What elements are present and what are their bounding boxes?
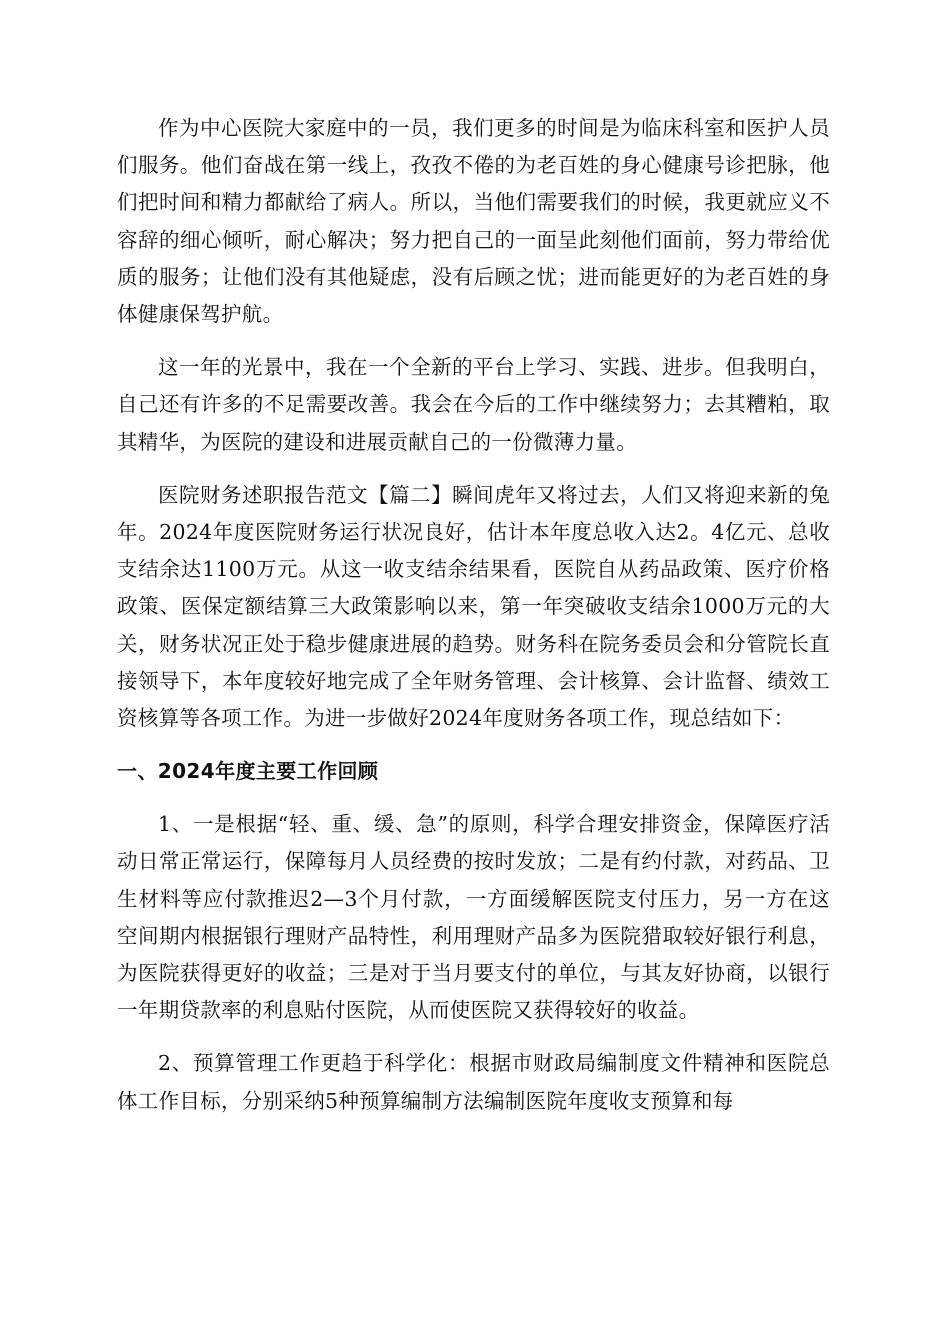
paragraph-item-1: 1、一是根据“轻、重、缓、急”的原则，科学合理安排资金，保障医疗活动日常正常运行，保障每月人员经费的按时发放；二是有约付款，对药品、卫生材料等应付款推迟2—3个月付款，一方面缓解医院支付压力，另一方在这空间期内根据银行理财产品特性，利用理财产品多为医院猎取较好银行利息，为医院获得更好的收益；三是对于当月要支付的单位，与其友好协商，以银行一年期贷款率的利息贴付医院，从而使医院又获得较好的收益。	[117, 812, 830, 1023]
paragraph-service: 作为中心医院大家庭中的一员，我们更多的时间是为临床科室和医护人员们服务。他们奋战在第一线上，孜孜不倦的为老百姓的身心健康号诊把脉，他们把时间和精力都献给了病人。所以，当他们需要我们的时候，我更就应义不容辞的细心倾听，耐心解决；努力把自己的一面呈此刻他们面前，努力带给优质的服务；让他们没有其他疑虑，没有后顾之忧；进而能更好的为老百姓的身体健康保驾护航。	[117, 116, 830, 327]
paragraph-reflection: 这一年的光景中，我在一个全新的平台上学习、实践、进步。但我明白，自己还有许多的不足需要改善。我会在今后的工作中继续努力；去其糟粕，取其精华，为医院的建设和进展贡献自己的一份微薄力量。	[117, 355, 830, 454]
paragraph-item-2: 2、预算管理工作更趋于科学化：根据市财政局编制度文件精神和医院总体工作目标，分别采纳5种预算编制方法编制医院年度收支预算和每	[117, 1051, 830, 1113]
paragraph-report-intro: 医院财务述职报告范文【篇二】瞬间虎年又将过去，人们又将迎来新的兔年。2024年度医院财务运行状况良好，估计本年度总收入达2。4亿元、总收支结余达1100万元。从这一收支结余结果看，医院自从药品政策、医疗价格政策、医保定额结算三大政策影响以来，第一年突破收支结余1000万元的大关，财务状况正处于稳步健康进展的趋势。财务科在院务委员会和分管院长直接领导下，本年度较好地完成了全年财务管理、会计核算、会计监督、绩效工资核算等各项工作。为进一步做好2024年度财务各项工作，现总结如下：	[117, 482, 830, 731]
section-heading: 一、2024年度主要工作回顾	[117, 759, 379, 784]
